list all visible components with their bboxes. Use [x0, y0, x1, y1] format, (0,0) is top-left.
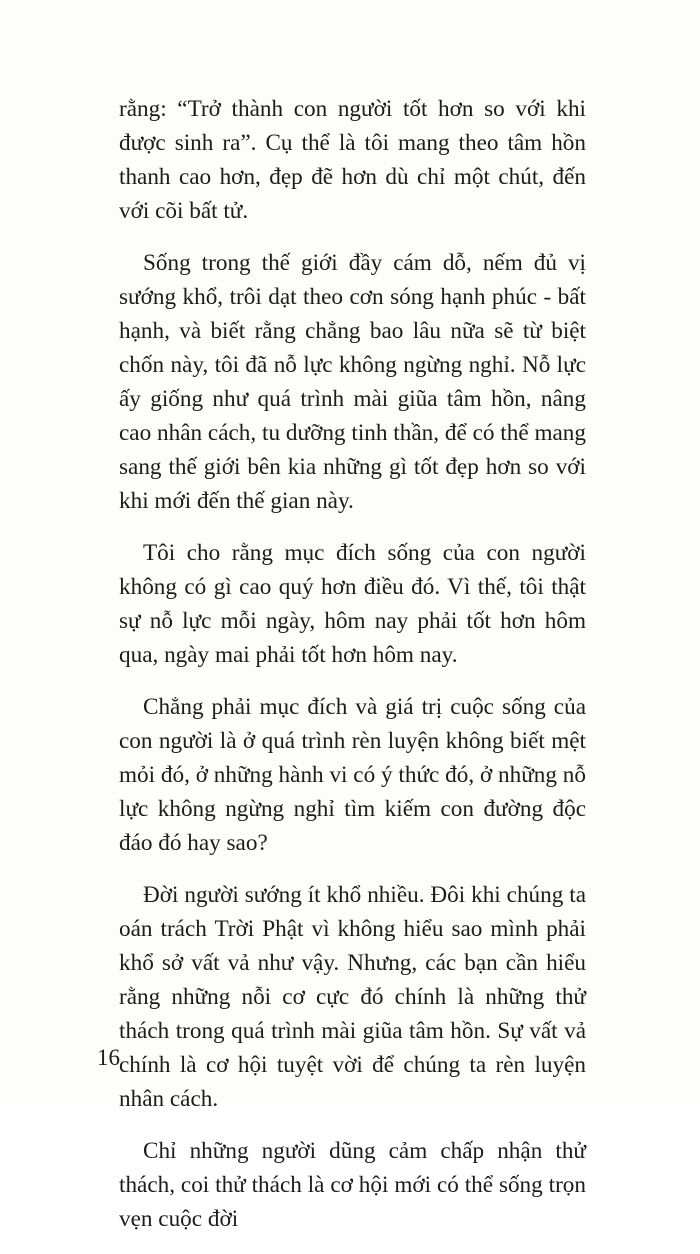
paragraph-2: Sống trong thế giới đầy cám dỗ, nếm đủ vị sướng khổ, trôi dạt theo cơn sóng hạnh phúc - bất hạnh, và biết rằng chẳng bao lâu nữa sẽ từ biệt chốn này, tôi đã nỗ lực không ngừng nghỉ. Nỗ lực ấy giống như quá trình mài giũa tâm hồn, nâng cao nhân cách, tu dưỡng tinh thần, để có thể mang sang thế giới bên kia những gì tốt đẹp hơn so với khi mới đến thế gian này. [119, 250, 586, 514]
page-number: 16 [97, 1045, 120, 1070]
paragraph-6: Chỉ những người dũng cảm chấp nhận thử thách, coi thử thách là cơ hội mới có thể sống trọn vẹn cuộc đời [119, 1138, 586, 1232]
body-text [119, 92, 586, 1254]
paragraph-1: rằng: “Trở thành con người tốt hơn so với khi được sinh ra”. Cụ thể là tôi mang theo tâm hồn thanh cao hơn, đẹp đẽ hơn dù chỉ một chút, đến với cõi bất tử. [119, 96, 586, 224]
paragraph-3: Tôi cho rằng mục đích sống của con người không có gì cao quý hơn điều đó. Vì thế, tôi thật sự nỗ lực mỗi ngày, hôm nay phải tốt hơn hôm qua, ngày mai phải tốt hơn hôm nay. [119, 540, 586, 668]
paragraph-4: Chẳng phải mục đích và giá trị cuộc sống của con người là ở quá trình rèn luyện không biết mệt mỏi đó, ở những hành vi có ý thức đó, ở những nỗ lực không ngừng nghỉ tìm kiếm con đường độc đáo đó hay sao? [119, 694, 586, 856]
paragraph-5: Đời người sướng ít khổ nhiều. Đôi khi chúng ta oán trách Trời Phật vì không hiểu sao mình phải khổ sở vất vả như vậy. Nhưng, các bạn cần hiểu rằng những nỗi cơ cực đó chính là những thử thách trong quá trình mài giũa tâm hồn. Sự vất vả chính là cơ hội tuyệt vời để chúng ta rèn luyện nhân cách. [119, 882, 586, 1112]
